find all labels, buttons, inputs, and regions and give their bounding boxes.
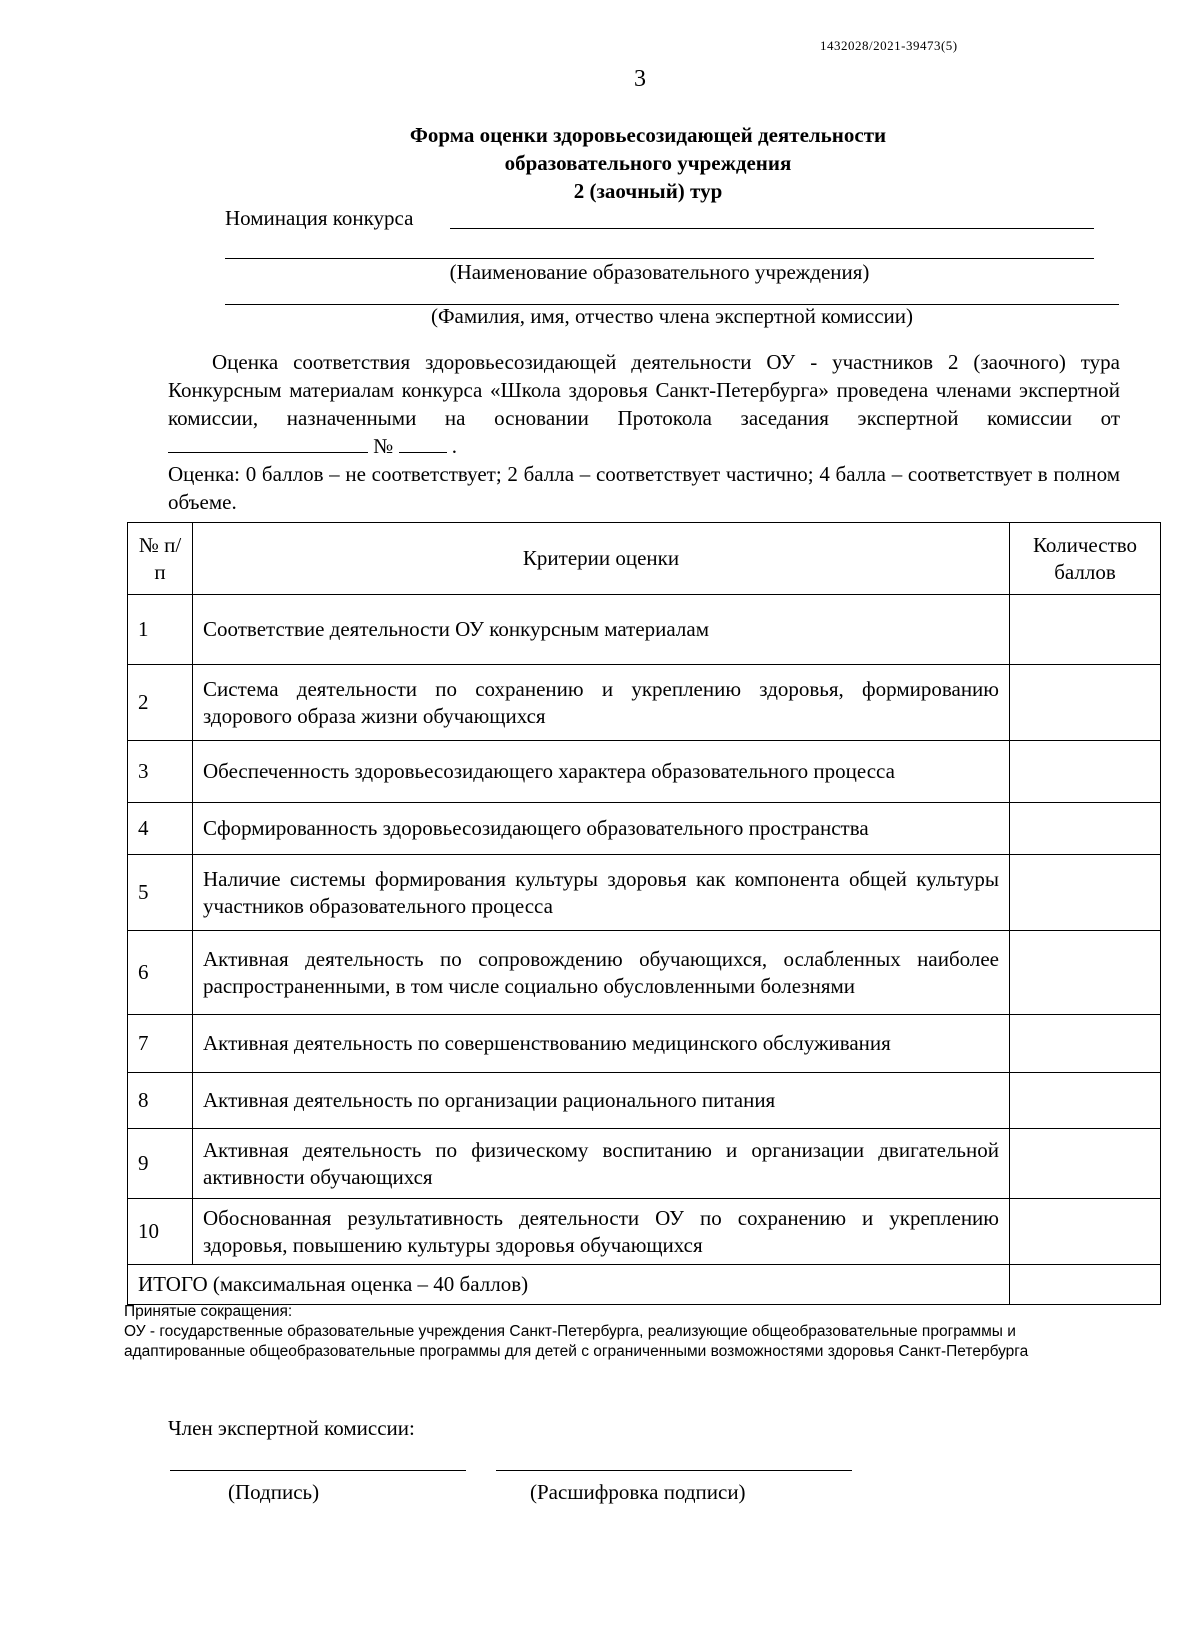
expert-caption: (Фамилия, имя, отчество члена экспертной комиссии) xyxy=(430,304,914,328)
row-num: 3 xyxy=(128,741,193,803)
intro-text-part1: Оценка соответствия здоровьесозидающей деятельности ОУ - участников 2 (заочного) тура Конкурсным материалам конкурса «Школа здоровья Санкт-Петербурга» проведена членами экспертной комиссии, назначенными на основании Протокола заседания экспертной комиссии от xyxy=(168,350,1120,430)
total-score-cell[interactable] xyxy=(1010,1265,1161,1305)
row-num: 9 xyxy=(128,1129,193,1199)
table-row xyxy=(128,1015,1161,1073)
row-criterion: Соответствие деятельности ОУ конкурсным материалам xyxy=(193,595,1010,665)
protocol-number-blank xyxy=(399,434,447,453)
table-row xyxy=(128,741,1161,803)
row-score-cell[interactable] xyxy=(1010,1015,1161,1073)
intro-paragraph-2: Оценка: 0 баллов – не соответствует; 2 балла – соответствует частично; 4 балла – соответствует в полном объеме. xyxy=(168,462,1120,514)
nomination-label: Номинация конкурса xyxy=(225,206,414,230)
row-criterion: Система деятельности по сохранению и укреплению здоровья, формированию здорового образа жизни обучающихся xyxy=(193,665,1010,741)
page-number: 3 xyxy=(634,66,646,92)
header-criteria: Критерии оценки xyxy=(193,523,1010,595)
member-label: Член экспертной комиссии: xyxy=(168,1416,415,1440)
table-row xyxy=(128,665,1161,741)
intro-text xyxy=(168,348,1120,516)
notes-heading: Принятые сокращения: xyxy=(124,1303,293,1320)
intro-paragraph-1 xyxy=(168,348,1120,460)
row-score-cell[interactable] xyxy=(1010,1073,1161,1129)
notes-text: ОУ - государственные образовательные учреждения Санкт-Петербурга, реализующие общеобразовательные программы и адаптированные общеобразовательные программы для детей с ограниченными возможностями здоровья Санкт-Петербурга xyxy=(124,1323,1029,1360)
row-criterion: Обоснованная результативность деятельности ОУ по сохранению и укреплению здоровья, повышению культуры здоровья обучающихся xyxy=(193,1199,1010,1265)
table-row xyxy=(128,931,1161,1015)
row-score-cell[interactable] xyxy=(1010,1199,1161,1265)
institution-line xyxy=(225,258,1094,259)
criteria-table xyxy=(127,522,1161,1305)
signature-line xyxy=(170,1470,466,1471)
row-criterion: Активная деятельность по организации рационального питания xyxy=(193,1073,1010,1129)
row-score-cell[interactable] xyxy=(1010,665,1161,741)
table-row xyxy=(128,803,1161,855)
table-row xyxy=(128,1073,1161,1129)
row-num: 6 xyxy=(128,931,193,1015)
title-line-1: Форма оценки здоровьесозидающей деятельности xyxy=(409,123,887,147)
header-score: Количество баллов xyxy=(1010,523,1161,595)
row-num: 1 xyxy=(128,595,193,665)
title-line-2: образовательного учреждения xyxy=(504,151,792,175)
row-score-cell[interactable] xyxy=(1010,595,1161,665)
table-total-row xyxy=(128,1265,1161,1305)
row-num: 7 xyxy=(128,1015,193,1073)
row-num: 5 xyxy=(128,855,193,931)
row-score-cell[interactable] xyxy=(1010,1129,1161,1199)
row-criterion: Наличие системы формирования культуры здоровья как компонента общей культуры участников образовательного процесса xyxy=(193,855,1010,931)
row-criterion: Обеспеченность здоровьесозидающего характера образовательного процесса xyxy=(193,741,1010,803)
row-criterion: Активная деятельность по совершенствованию медицинского обслуживания xyxy=(193,1015,1010,1073)
row-score-cell[interactable] xyxy=(1010,931,1161,1015)
row-num: 4 xyxy=(128,803,193,855)
row-score-cell[interactable] xyxy=(1010,741,1161,803)
row-num: 10 xyxy=(128,1199,193,1265)
row-score-cell[interactable] xyxy=(1010,855,1161,931)
row-criterion: Активная деятельность по сопровождению обучающихся, ослабленных наиболее распространенными, в том числе социально обусловленными болезнями xyxy=(193,931,1010,1015)
table-row xyxy=(128,1199,1161,1265)
signature-decode-line xyxy=(496,1470,852,1471)
row-num: 2 xyxy=(128,665,193,741)
protocol-date-blank xyxy=(168,434,368,453)
table-row xyxy=(128,855,1161,931)
row-criterion: Сформированность здоровьесозидающего образовательного пространства xyxy=(193,803,1010,855)
signature-caption: (Подпись) xyxy=(228,1480,320,1504)
signature-decode-caption: (Расшифровка подписи) xyxy=(530,1480,746,1504)
institution-caption: (Наименование образовательного учреждения) xyxy=(449,260,870,284)
total-label: ИТОГО (максимальная оценка – 40 баллов) xyxy=(128,1265,1010,1305)
abbreviations-note xyxy=(124,1302,1124,1362)
title-line-3: 2 (заочный) тур xyxy=(573,179,723,203)
intro-number-sign: № xyxy=(373,434,394,458)
row-num: 8 xyxy=(128,1073,193,1129)
row-score-cell[interactable] xyxy=(1010,803,1161,855)
table-header-row xyxy=(128,523,1161,595)
nomination-line xyxy=(450,228,1094,229)
document-id: 1432028/2021-39473(5) xyxy=(820,38,958,53)
header-num: № п/п xyxy=(128,523,193,595)
intro-period: . xyxy=(451,434,458,458)
table-row xyxy=(128,1129,1161,1199)
table-row xyxy=(128,595,1161,665)
row-criterion: Активная деятельность по физическому воспитанию и организации двигательной активности обучающихся xyxy=(193,1129,1010,1199)
